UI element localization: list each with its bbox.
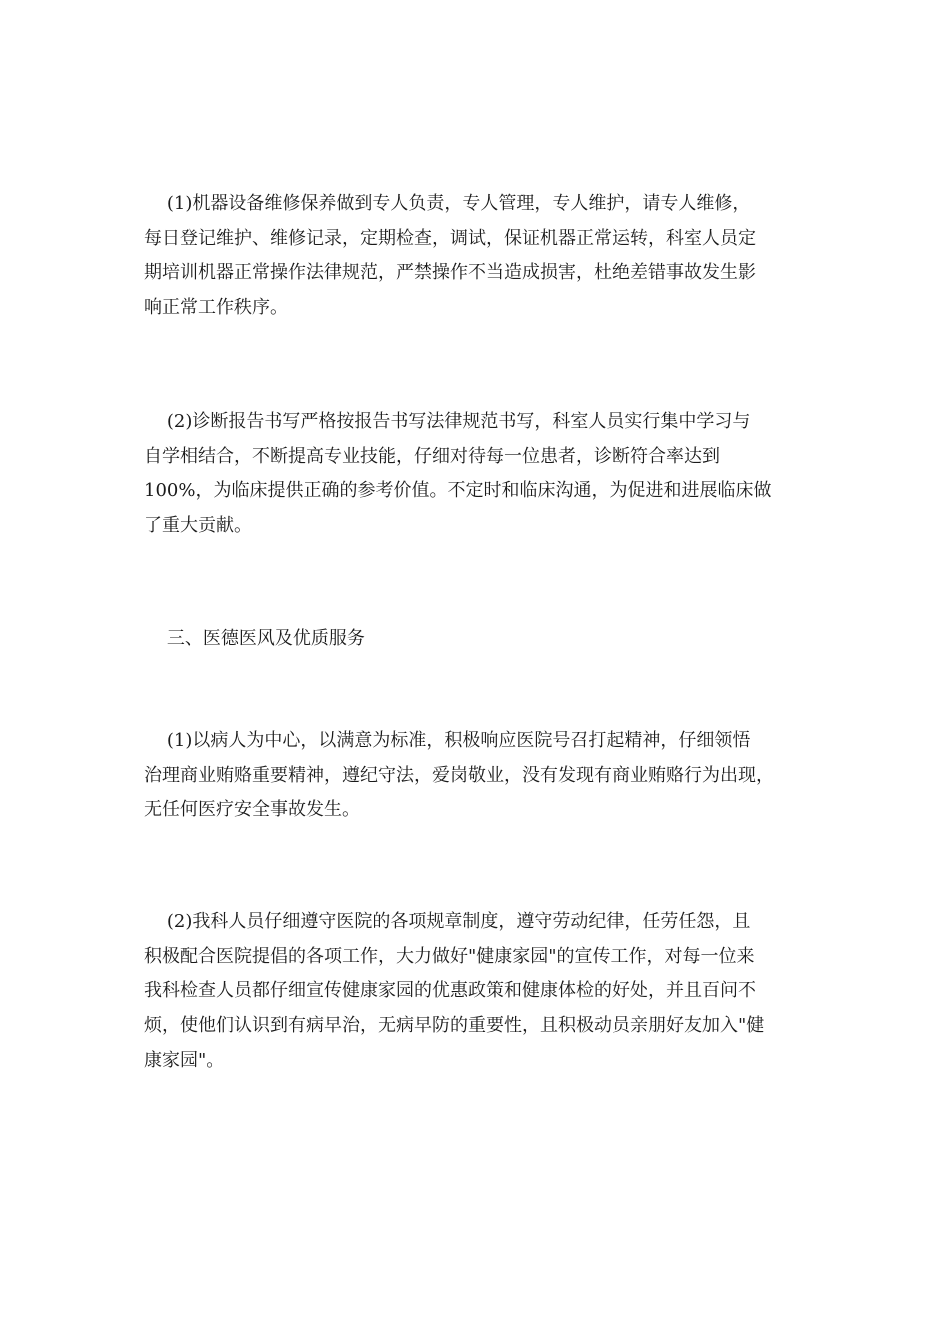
text-line: 烦，使他们认识到有病早治，无病早防的重要性，且积极动员亲朋好友加入"健 bbox=[144, 1015, 765, 1037]
text-line: 100%，为临床提供正确的参考价值。不定时和临床沟通，为促进和进展临床做 bbox=[144, 480, 772, 502]
text-line: 每日登记维护、维修记录，定期检查，调试，保证机器正常运转，科室人员定 bbox=[144, 227, 756, 249]
text-line: 无任何医疗安全事故发生。 bbox=[144, 799, 360, 821]
text-line: 我科检查人员都仔细宣传健康家园的优惠政策和健康体检的好处，并且百问不 bbox=[144, 980, 756, 1002]
paragraph-patient-centered bbox=[144, 724, 809, 828]
text-line: 康家园"。 bbox=[144, 1049, 225, 1071]
text-line: 自学相结合，不断提高专业技能，仔细对待每一位患者，诊断符合率达到 bbox=[144, 445, 720, 467]
section-heading bbox=[144, 622, 809, 657]
text-line: 了重大贡献。 bbox=[144, 515, 252, 537]
paragraph-diagnosis-report bbox=[144, 405, 809, 544]
text-line: 积极配合医院提倡的各项工作，大力做好"健康家园"的宣传工作，对每一位来 bbox=[144, 945, 755, 967]
text-line: (2)我科人员仔细遵守医院的各项规章制度，遵守劳动纪律，任劳任怨，且 bbox=[144, 911, 751, 932]
paragraph-rules-compliance bbox=[144, 905, 809, 1078]
text-line: (1)以病人为中心，以满意为标准，积极响应医院号召打起精神，仔细领悟 bbox=[144, 730, 751, 751]
text-line: 治理商业贿赂重要精神，遵纪守法，爱岗敬业，没有发现有商业贿赂行为出现， bbox=[144, 764, 774, 786]
text-line: (1)机器设备维修保养做到专人负责，专人管理，专人维护，请专人维修， bbox=[144, 193, 751, 214]
text-line: (2)诊断报告书写严格按报告书写法律规范书写，科室人员实行集中学习与 bbox=[144, 411, 751, 432]
paragraph-equipment-maintenance bbox=[144, 187, 809, 326]
text-line: 响正常工作秩序。 bbox=[144, 297, 288, 319]
heading-line: 三、医德医风及优质服务 bbox=[144, 628, 365, 649]
text-line: 期培训机器正常操作法律规范，严禁操作不当造成损害，杜绝差错事故发生影 bbox=[144, 262, 756, 284]
